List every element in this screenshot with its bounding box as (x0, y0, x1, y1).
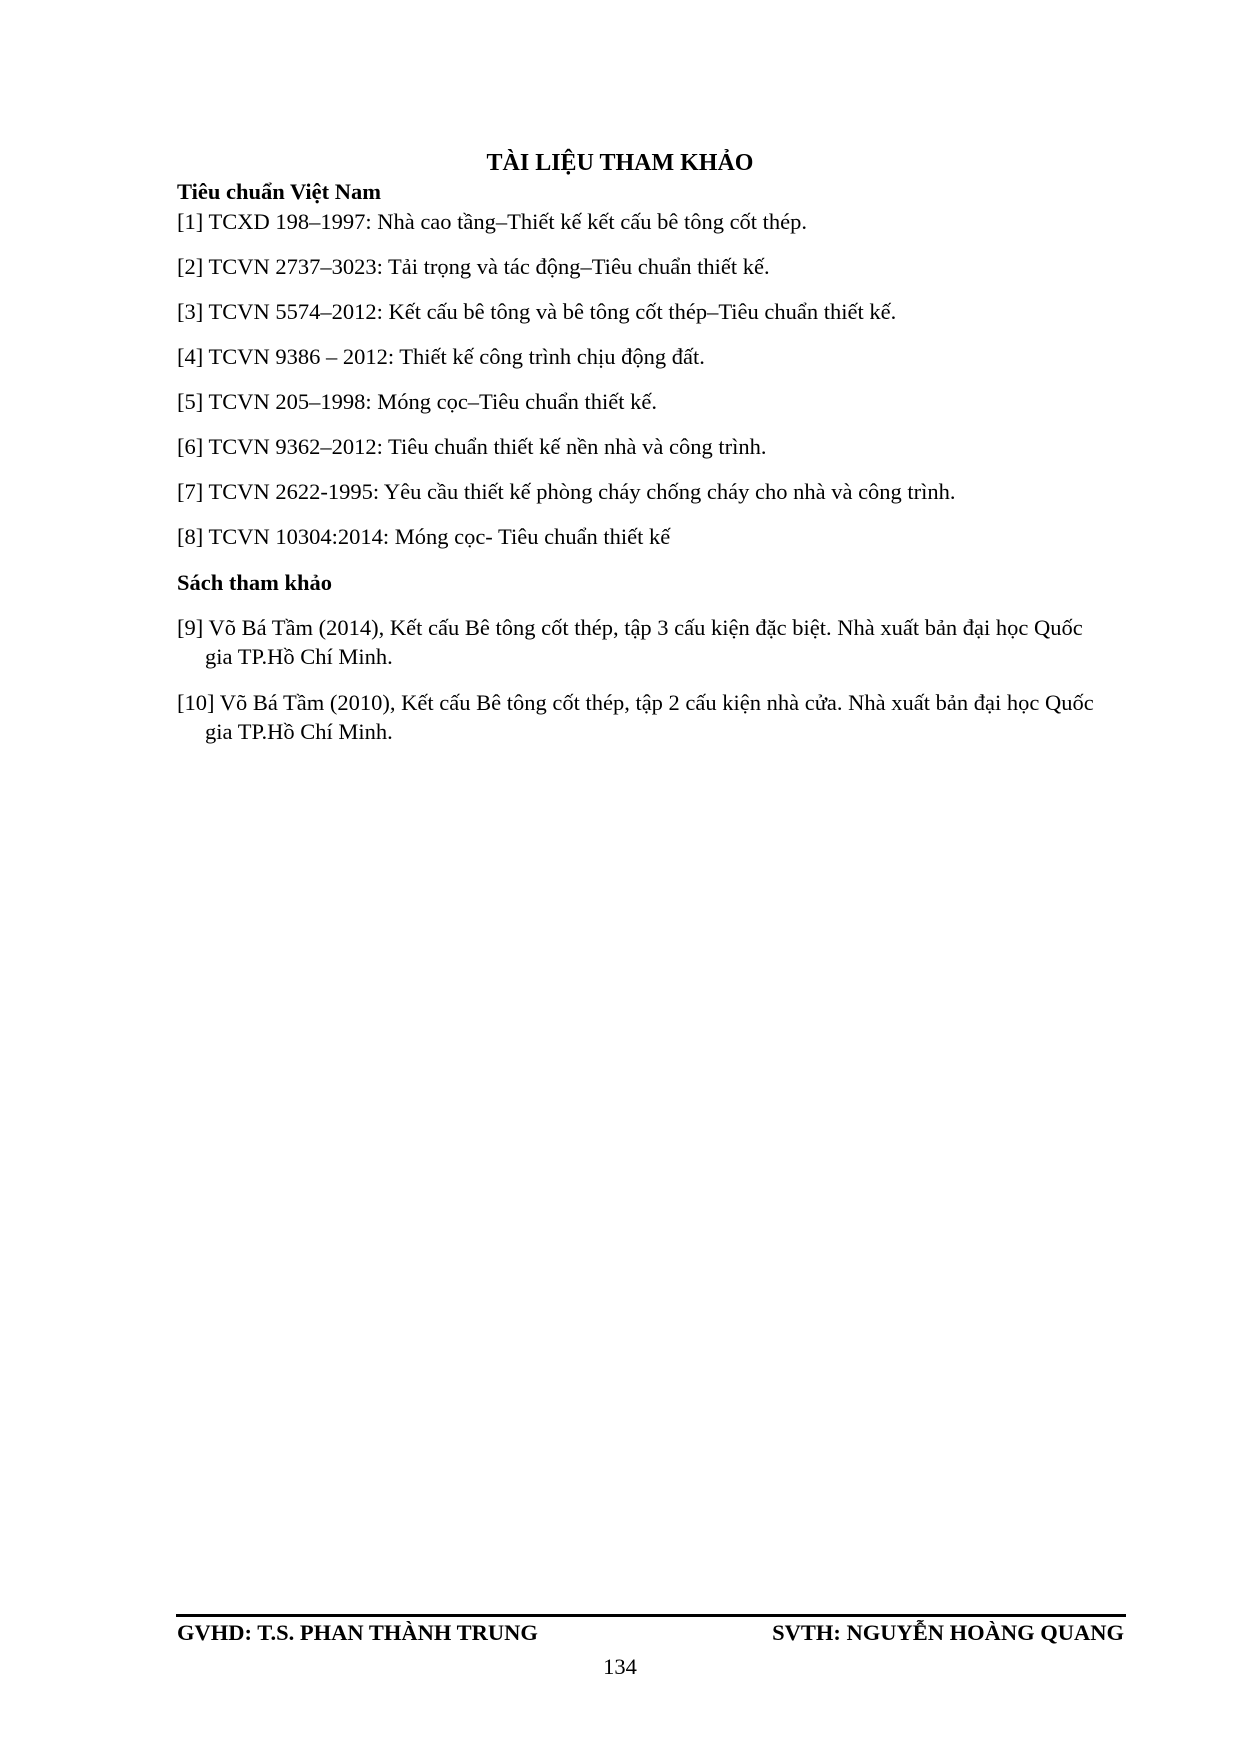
reference-item-7: [7] TCVN 2622-1995: Yêu cầu thiết kế phòng cháy chống cháy cho nhà và công trình. (177, 479, 956, 504)
reference-item-8: [8] TCVN 10304:2014: Móng cọc- Tiêu chuẩn thiết kế (177, 524, 671, 549)
footer-divider (176, 1614, 1126, 1617)
reference-item-2: [2] TCVN 2737–3023: Tải trọng và tác động–Tiêu chuẩn thiết kế. (177, 254, 770, 279)
reference-item-1: [1] TCXD 198–1997: Nhà cao tầng–Thiết kế kết cấu bê tông cốt thép. (177, 209, 808, 234)
reference-item-10: [10] Võ Bá Tầm (2010), Kết cấu Bê tông cốt thép, tập 2 cấu kiện nhà cửa. Nhà xuất bản đại học Quốc gia TP.Hồ Chí Minh. (177, 690, 1094, 744)
reference-item-4: [4] TCVN 9386 – 2012: Thiết kế công trình chịu động đất. (177, 344, 705, 369)
footer-student: SVTH: NGUYỄN HOÀNG QUANG (772, 1620, 1124, 1645)
footer-advisor: GVHD: T.S. PHAN THÀNH TRUNG (177, 1620, 538, 1645)
section-heading-vietnam-standards: Tiêu chuẩn Việt Nam (177, 179, 381, 204)
reference-item-3: [3] TCVN 5574–2012: Kết cấu bê tông và bê tông cốt thép–Tiêu chuẩn thiết kế. (177, 299, 897, 324)
page-number: 134 (603, 1654, 637, 1679)
reference-item-5: [5] TCVN 205–1998: Móng cọc–Tiêu chuẩn thiết kế. (177, 389, 657, 414)
page-title: TÀI LIỆU THAM KHẢO (486, 150, 754, 176)
reference-item-9: [9] Võ Bá Tầm (2014), Kết cấu Bê tông cốt thép, tập 3 cấu kiện đặc biệt. Nhà xuất bản đại học Quốc gia TP.Hồ Chí Minh. (177, 615, 1083, 669)
reference-item-6: [6] TCVN 9362–2012: Tiêu chuẩn thiết kế nền nhà và công trình. (177, 434, 767, 459)
section-heading-reference-books: Sách tham khảo (177, 570, 333, 595)
